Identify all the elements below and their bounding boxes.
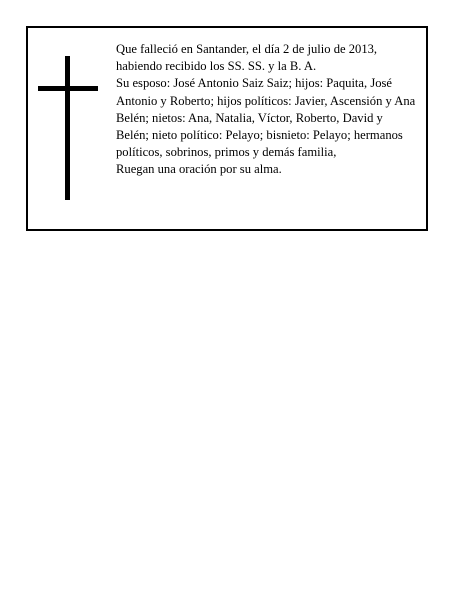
cross-icon (38, 56, 98, 200)
cross-vertical-bar (65, 56, 70, 200)
notice-family-list: Su esposo: José Antonio Saiz Saiz; hijos: Paquita, José Antonio y Roberto; hijos políticos: Javier, Ascensión y Ana Belén; nietos: Ana, Natalia, Víctor, Roberto, David y Belén; nieto político: Pelayo; bisnieto: Pelayo; hermanos políticos, sobrinos, primos y demás familia, (116, 76, 416, 160)
notice-text (116, 41, 416, 179)
cross-horizontal-bar (38, 86, 98, 91)
obituary-notice (26, 26, 428, 231)
notice-death-announcement: Que falleció en Santander, el día 2 de julio de 2013, habiendo recibido los SS. SS. y la B. A. (116, 42, 378, 74)
notice-prayer-request: Ruegan una oración por su alma. (116, 162, 282, 177)
